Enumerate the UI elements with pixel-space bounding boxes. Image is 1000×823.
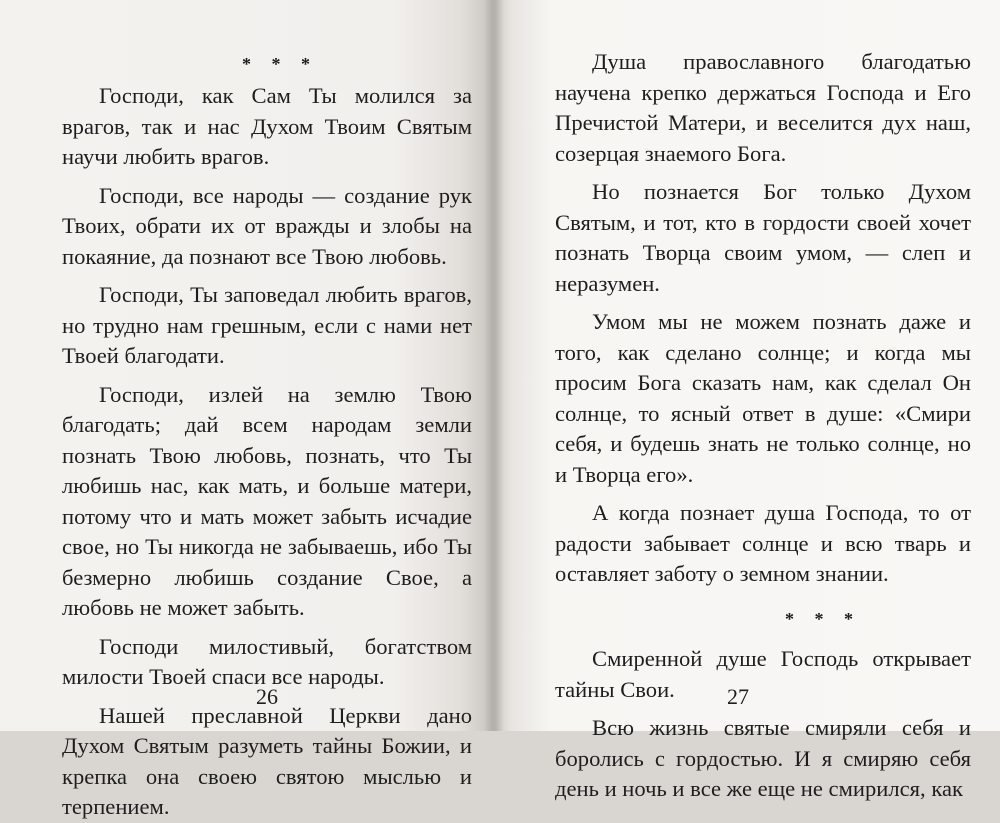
paragraph: А когда познает душа Господа, то от радости забывает солнце и всю тварь и оставляет заботу о земном знании.	[555, 500, 971, 586]
paragraph: Господи, все народы — создание рук Твоих, обрати их от вражды и злобы на покаяние, да познают все Твою любовь.	[62, 182, 472, 269]
left-page	[0, 0, 491, 819]
left-page-text	[62, 81, 472, 823]
section-ornament: * * *	[242, 54, 318, 74]
page-number: 27	[727, 684, 749, 709]
paragraph: Но познается Бог только Духом Святым, и тот, кто в гордости своей хочет познать Творца своим умом, — слеп и неразумен.	[555, 179, 971, 296]
paragraph: Смиренной душе Господь открывает тайны Свои.	[555, 646, 971, 702]
paragraph: Господи милостивый, богатством милости Твоей спаси все народы.	[62, 633, 472, 689]
right-page	[491, 0, 1000, 801]
paragraph: Господи, Ты заповедал любить врагов, но трудно нам грешным, если с нами нет Твоей благодати.	[62, 282, 472, 368]
paragraph: Господи, излей на землю Твою благодать; дай всем народам земли познать Твою любовь, познать, что Ты любишь нас, как мать, и больше матери, потому что и мать может забыть исчадие свое, но Ты никогда не забываешь, ибо Ты безмерно любишь создание Свое, а любовь не может забыть.	[62, 381, 472, 620]
paragraph: Господи, как Сам Ты молился за врагов, так и нас Духом Твоим Святым научи любить врагов.	[62, 83, 472, 169]
paragraph: Душа православного благодатью научена крепко держаться Господа и Его Пречистой Матери, и веселится дух наш, созерцая знаемого Бога.	[555, 49, 971, 166]
paragraph: Всю жизнь святые смиряли себя и боролись с гордостью. И я смиряю себя день и ночь и все же еще не смирился, как	[555, 715, 971, 801]
section-ornament: * * *	[785, 608, 861, 629]
page-number: 26	[256, 684, 278, 709]
paragraph: Умом мы не можем познать даже и того, как сделано солнце; и когда мы просим Бога сказать нам, как сделал Он солнце, то ясный ответ в душе: «Смири себя, и будешь знать не только солнце, но и Творца его».	[555, 309, 971, 487]
paragraph: Нашей преславной Церкви дано Духом Святым разуметь тайны Божии, и крепка она своею святою мыслью и терпением.	[62, 702, 472, 819]
right-page-text	[555, 47, 971, 805]
